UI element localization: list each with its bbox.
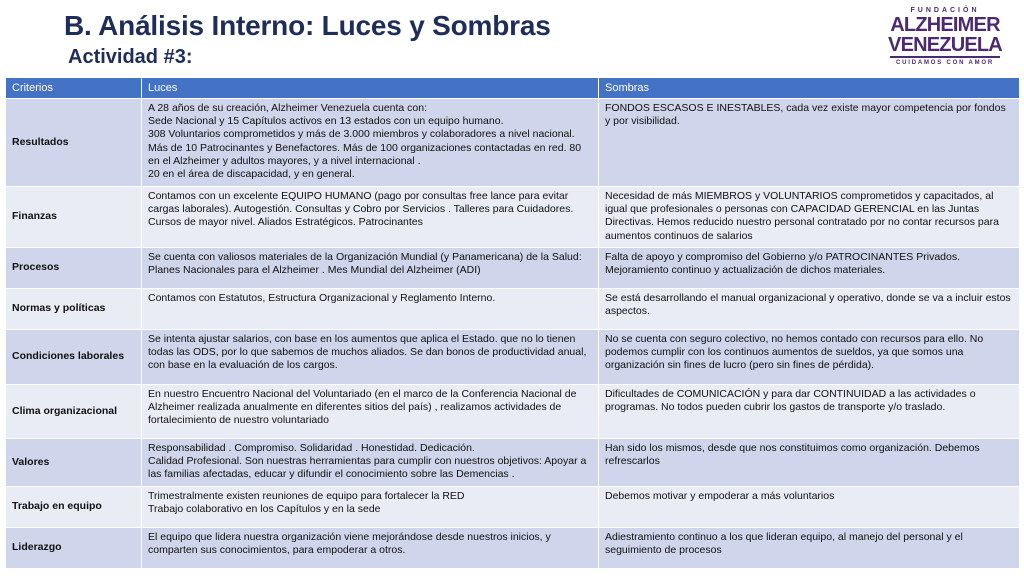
table-row — [6, 528, 1020, 569]
table-row — [6, 385, 1020, 439]
criterio-cell: Condiciones laborales — [6, 330, 142, 385]
luces-text: Contamos con un excelente EQUIPO HUMANO (pago por consultas free lance para evitar cargas laborales). Autogestión. Consultas y Cobro por Servicios . Talleres para Cuidadores. Cursos de mayor nivel. Aliados Estratégicos. Patrocinantes — [148, 190, 574, 229]
sombras-text: Han sido los mismos, desde que nos constituimos como organización. Debemos refrescarlos — [605, 442, 980, 468]
sombras-text: Adiestramiento continuo a los que lideran equipo, al manejo del personal y el seguimiento de procesos — [605, 531, 963, 557]
criterio-cell: Liderazgo — [6, 528, 142, 569]
luces-text: Se cuenta con valiosos materiales de la Organización Mundial (y Panamericana) de la Salud: Planes Nacionales para el Alzheimer . Mes Mundial del Alzheimer (ADI) — [148, 251, 582, 277]
luces-cell — [142, 248, 599, 289]
analysis-table — [5, 77, 1020, 569]
sombras-cell — [599, 385, 1020, 439]
page-subtitle: Actividad #3: — [68, 46, 193, 68]
sombras-cell — [599, 187, 1020, 248]
criterio-cell: Procesos — [6, 248, 142, 289]
sombras-cell — [599, 330, 1020, 385]
sombras-cell — [599, 99, 1020, 187]
luces-text: Se intenta ajustar salarios, con base en los aumentos que aplica el Estado. que no lo tienen todas las ODS, por lo que sabemos de muchos aliados. Se dan bonos de productividad anual, con base en la evaluación de los cargos. — [148, 333, 587, 372]
sombras-cell — [599, 439, 1020, 487]
luces-cell — [142, 289, 599, 330]
criterio-cell: Normas y políticas — [6, 289, 142, 330]
header-sombras: Sombras — [599, 78, 1020, 99]
criterio-cell: Clima organizacional — [6, 385, 142, 439]
table-row — [6, 99, 1020, 187]
page-title: B. Análisis Interno: Luces y Sombras — [64, 10, 551, 41]
luces-cell — [142, 187, 599, 248]
logo-line2: VENEZUELA — [888, 34, 1002, 56]
table-row — [6, 330, 1020, 385]
luces-cell — [142, 439, 599, 487]
criterio-cell: Resultados — [6, 99, 142, 187]
luces-cell — [142, 487, 599, 528]
header-luces: Luces — [142, 78, 599, 99]
table-row — [6, 187, 1020, 248]
sombras-text: Falta de apoyo y compromiso del Gobierno y/o PATROCINANTES Privados. — [605, 251, 961, 263]
luces-text: Calidad Profesional. Son nuestras herramientas para cumplir con nuestros objetivos: Apoyar a las familias afectadas, educar y difundir el conocimiento sobre las Demencias . — [148, 455, 587, 481]
luces-text: El equipo que lidera nuestra organización viene mejorándose desde nuestros inicios, y comparten sus conocimientos, para empoderar a otros. — [148, 531, 551, 557]
table-row — [6, 487, 1020, 528]
sombras-cell — [599, 248, 1020, 289]
luces-text: En nuestro Encuentro Nacional del Voluntariado (en el marco de la Conferencia Nacional de Alzheimer realizada anualmente en diferentes sitios del país) , realizamos actividades de fortalecimiento de nuestro voluntariado — [148, 388, 577, 427]
criterio-cell: Valores — [6, 439, 142, 487]
criterio-cell: Finanzas — [6, 187, 142, 248]
luces-text: Contamos con Estatutos, Estructura Organizacional y Reglamento Interno. — [148, 292, 496, 304]
table-header-row — [6, 78, 1020, 99]
header-criterios: Criterios — [6, 78, 142, 99]
logo-line1: ALZHEIMER — [890, 14, 1000, 36]
luces-text: Sede Nacional y 15 Capítulos activos en 13 estados con un equipo humano. — [148, 115, 504, 128]
sombras-cell — [599, 528, 1020, 569]
table-body — [6, 99, 1020, 569]
sombras-text: No se cuenta con seguro colectivo, no hemos contado con recursos para ello. No podemos cumplir con los continuos aumentos de sueldos, ya que somos una organización sin fines de lucro (pero sin fines de pérdida). — [605, 333, 984, 372]
luces-text: 308 Voluntarios comprometidos y más de 3.000 miembros y colaboradores a nivel nacional. Más de 10 Patrocinantes y Benefactores. Más de 100 organizaciones contactadas en red. 80 en el Alzheimer y adultos mayores, y a nivel internacional . — [148, 128, 582, 167]
luces-text: Trimestralmente existen reuniones de equipo para fortalecer la RED — [148, 490, 465, 502]
luces-text: Trabajo colaborativo en los Capítulos y en la sede — [148, 503, 381, 516]
table-row — [6, 289, 1020, 330]
sombras-text: Se está desarrollando el manual organizacional y operativo, donde se va a incluir estos aspectos. — [605, 292, 1011, 318]
luces-cell — [142, 385, 599, 439]
logo-top-text: FUNDACIÓN — [910, 7, 980, 14]
luces-cell — [142, 99, 599, 187]
logo-tagline: CUIDAMOS CON AMOR — [895, 60, 995, 66]
luces-text: 20 en el área de discapacidad, y en general. — [148, 168, 355, 181]
luces-cell — [142, 330, 599, 385]
criterio-cell: Trabajo en equipo — [6, 487, 142, 528]
sombras-text: Dificultades de COMUNICACIÓN y para dar CONTINUIDAD a las actividades o programas. No todos pueden cubrir los gastos de transporte y/o traslado. — [605, 388, 976, 414]
sombras-text: Debemos motivar y empoderar a más voluntarios — [605, 490, 835, 502]
sombras-text: Mejoramiento continuo y actualización de dichos materiales. — [605, 264, 886, 277]
luces-text: A 28 años de su creación, Alzheimer Venezuela cuenta con: — [148, 102, 428, 114]
luces-cell — [142, 528, 599, 569]
sombras-cell — [599, 487, 1020, 528]
fundacion-alzheimer-logo — [886, 6, 1004, 74]
luces-text: Responsabilidad . Compromiso. Solidaridad . Honestidad. Dedicación. — [148, 442, 475, 454]
sombras-cell — [599, 289, 1020, 330]
sombras-text: Necesidad de más MIEMBROS y VOLUNTARIOS comprometidos y capacitados, al igual que profesionales o personas con CAPACIDAD GERENCIAL en las Juntas Directivas. Hemos reducido nuestro personal contratado por no contar recursos para aumentos continuos de salarios — [605, 190, 999, 242]
table-row — [6, 248, 1020, 289]
sombras-text: FONDOS ESCASOS E INESTABLES, cada vez existe mayor competencia por fondos y por visibilidad. — [605, 102, 1006, 128]
table-row — [6, 439, 1020, 487]
